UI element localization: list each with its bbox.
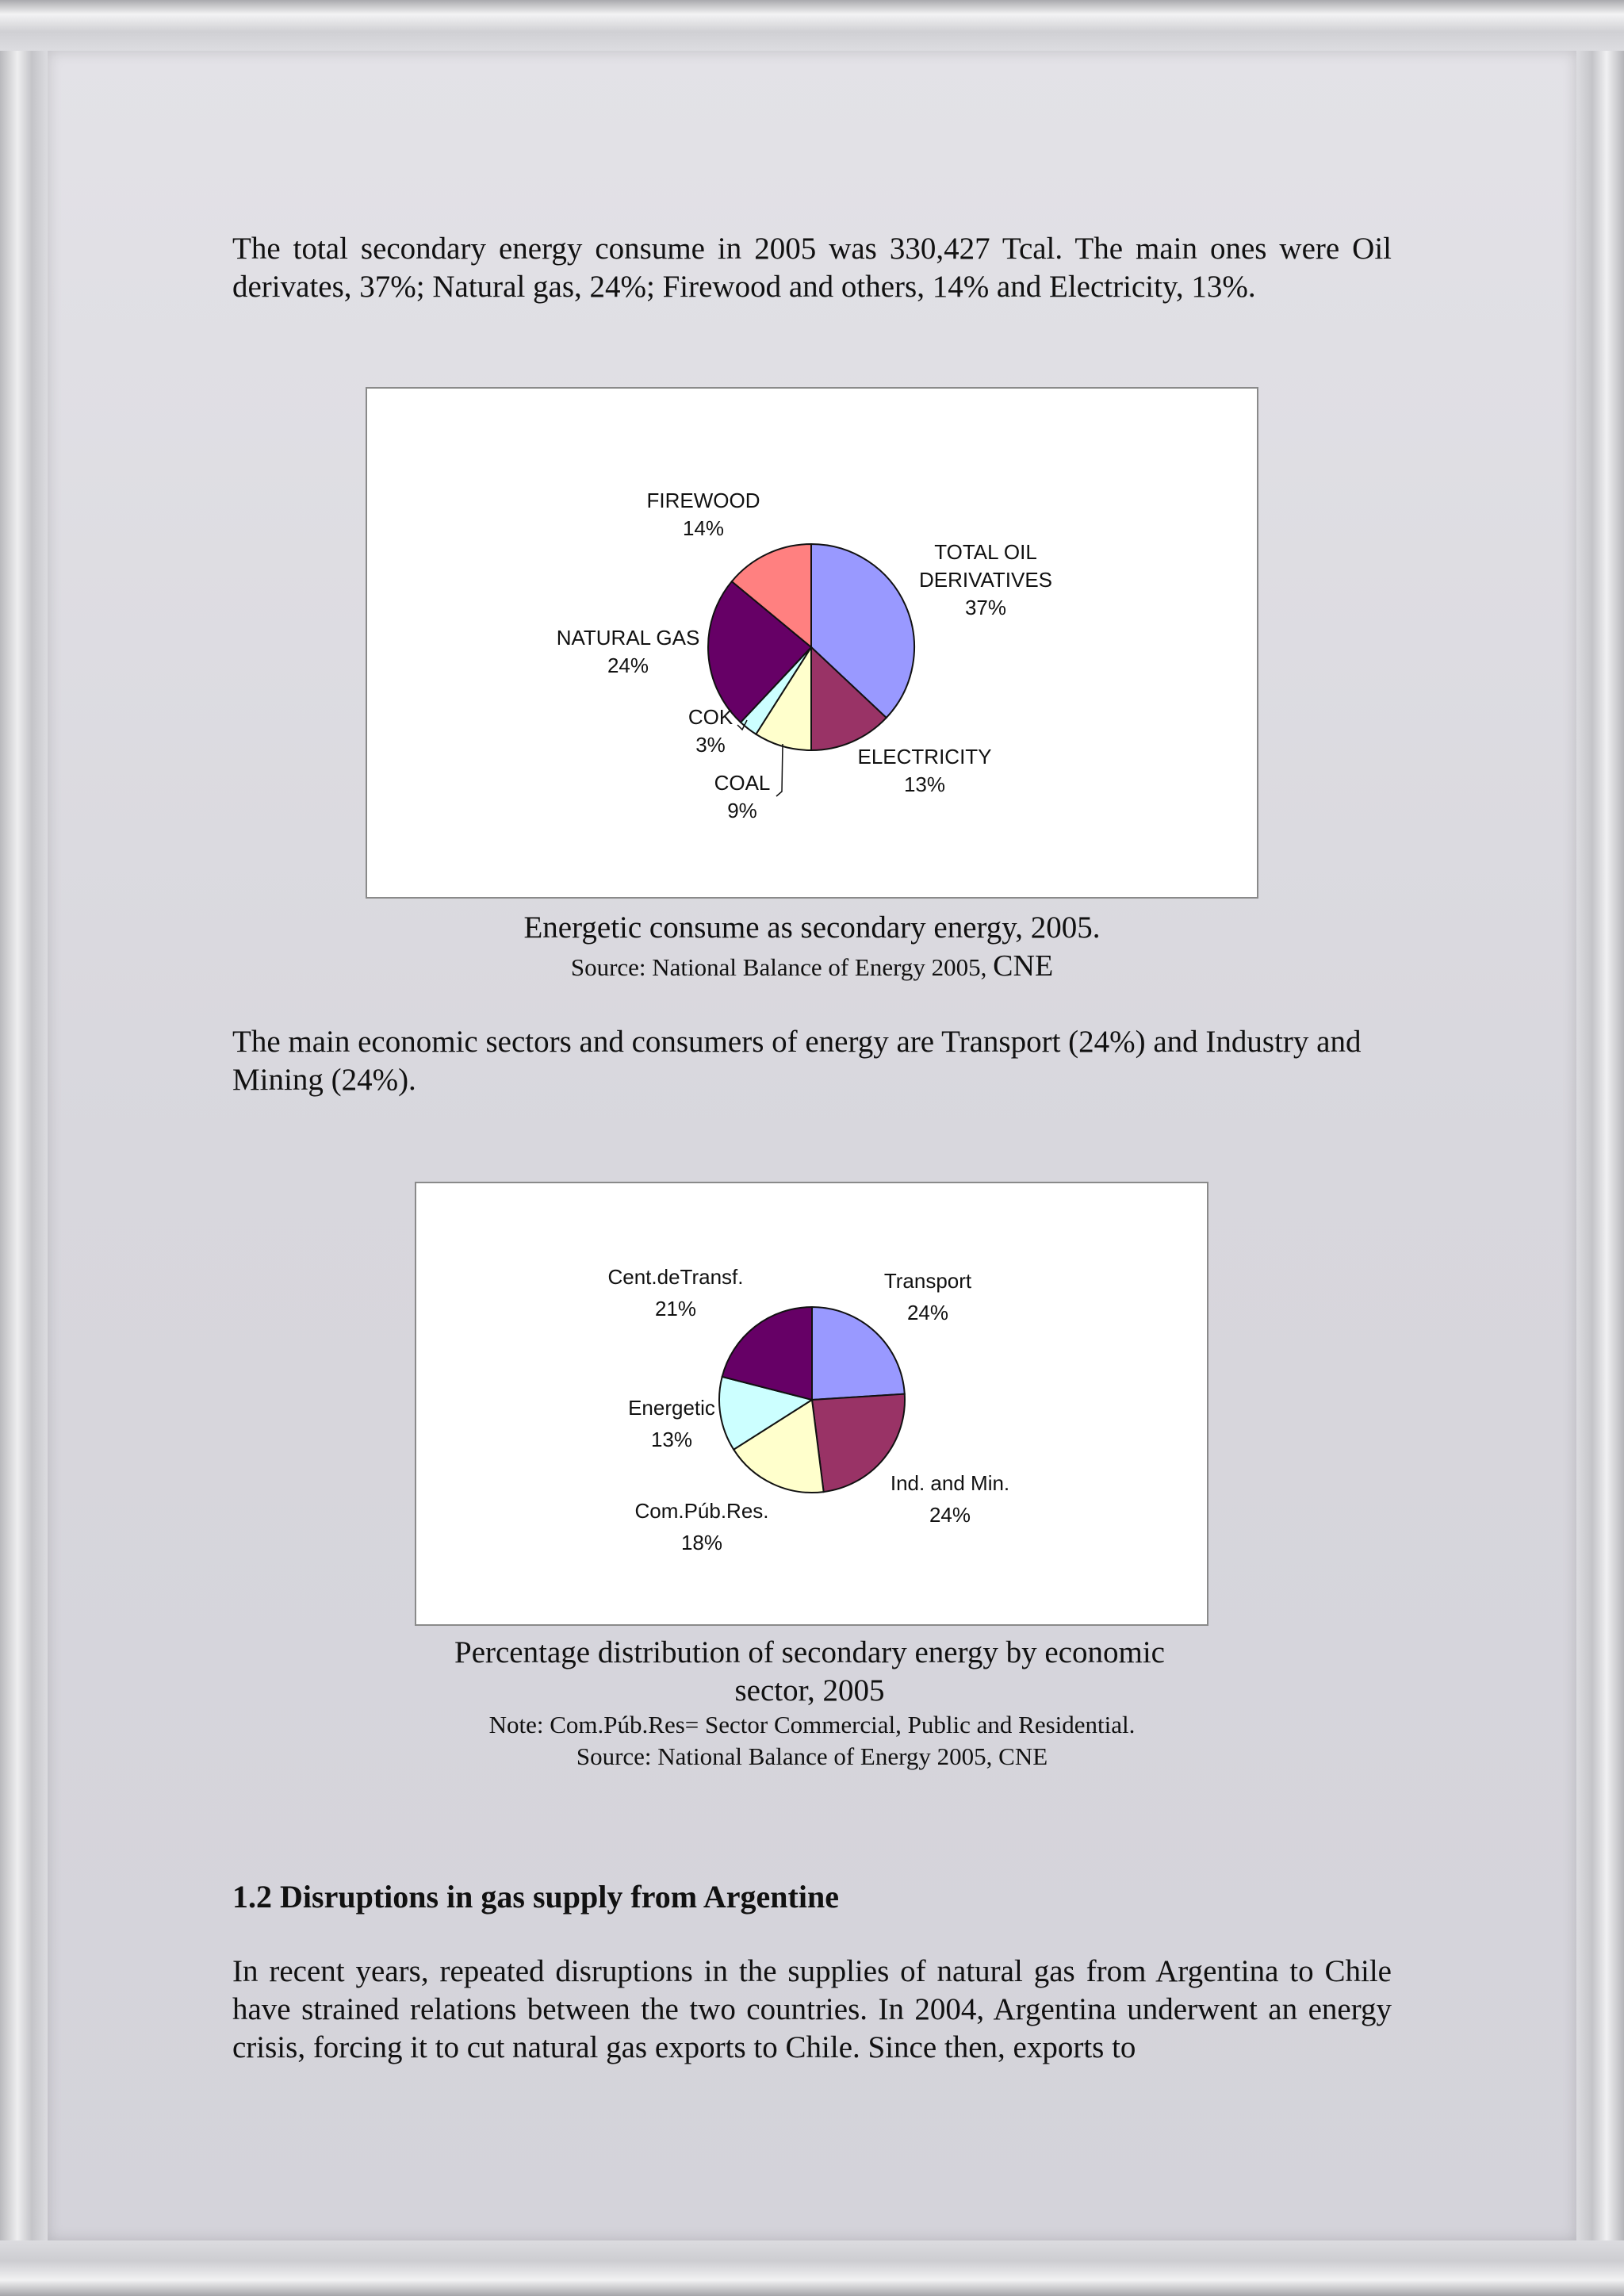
figure2-note: Note: Com.Púb.Res= Sector Commercial, Public and Residential. xyxy=(488,1711,1136,1738)
section-heading: 1.2 Disruptions in gas supply from Argentine xyxy=(232,1879,839,1915)
frame-top-edge xyxy=(0,0,1624,51)
pie-chart-svg-2 xyxy=(416,1183,1207,1624)
sectors-paragraph: The main economic sectors and consumers of energy are Transport (24%) and Industry and Mining (24%). xyxy=(232,1025,1362,1097)
slice-label-natural-gas-pct: 24% xyxy=(607,654,649,677)
slice-label-oil-line1: TOTAL OIL xyxy=(934,540,1037,564)
slice-label-cent-de-transf: Cent.deTransf. xyxy=(607,1265,744,1289)
pie2-slice-0 xyxy=(812,1307,905,1400)
slice-label-com-pub-res: Com.Púb.Res. xyxy=(634,1499,769,1523)
slice-label-firewood: FIREWOOD xyxy=(646,489,760,512)
figure2-source: Source: National Balance of Energy 2005, CNE xyxy=(576,1742,1048,1770)
slice-label-coal-pct: 9% xyxy=(727,799,757,822)
figure1-source-suffix: CNE xyxy=(993,949,1054,983)
slice-label-oil-line2: DERIVATIVES xyxy=(918,568,1053,592)
figure1-source-prefix: Source: National Balance of Energy 2005, xyxy=(570,953,987,981)
slice-label-electricity-pct: 13% xyxy=(903,772,946,796)
intro-paragraph: The total secondary energy consume in 2005 was 330,427 Tcal. The main ones were Oil derivates, 37%; Natural gas, 24%; Firewood and others, 14% and Electricity, 13%. xyxy=(232,232,1392,304)
frame-bottom-edge xyxy=(0,2240,1624,2296)
slice-label-transport: Transport xyxy=(883,1269,972,1293)
slice-label-com-pub-res-pct: 18% xyxy=(680,1531,723,1554)
slice-label-cent-de-transf-pct: 21% xyxy=(654,1297,697,1320)
slice-label-firewood-pct: 14% xyxy=(682,516,725,540)
slice-label-energetic: Energetic xyxy=(628,1396,715,1420)
figure2-caption-line1: Percentage distribution of secondary energy by economic xyxy=(454,1635,1165,1669)
figure1-caption: Energetic consume as secondary energy, 2005. xyxy=(523,910,1101,945)
economic-sector-pie-chart xyxy=(415,1182,1208,1626)
energy-consumption-pie-chart xyxy=(366,387,1258,899)
slice-label-cok: COK xyxy=(688,705,733,729)
slice-label-oil-pct: 37% xyxy=(964,596,1007,619)
figure1-source xyxy=(232,950,1392,983)
slice-label-cok-pct: 3% xyxy=(695,733,726,757)
slice-label-industry-mining-pct: 24% xyxy=(929,1503,971,1527)
disruptions-paragraph: In recent years, repeated disruptions in the supplies of natural gas from Argentina to Chile have strained relations between the two countries. In 2004, Argentina underwent an energy crisis, forcing it to cut natural gas exports to Chile. Since then, exports to xyxy=(232,1954,1392,2064)
slice-label-coal: COAL xyxy=(714,771,771,795)
slice-label-industry-mining: Ind. and Min. xyxy=(890,1471,1010,1495)
slice-label-electricity: ELECTRICITY xyxy=(857,745,992,769)
slice-label-natural-gas: NATURAL GAS xyxy=(556,626,700,650)
slice-label-energetic-pct: 13% xyxy=(650,1428,693,1451)
figure2-caption-line2: sector, 2005 xyxy=(734,1673,885,1708)
pie-chart-svg-1 xyxy=(367,389,1257,897)
leader-line-coal xyxy=(776,744,783,796)
slice-label-transport-pct: 24% xyxy=(906,1301,949,1324)
